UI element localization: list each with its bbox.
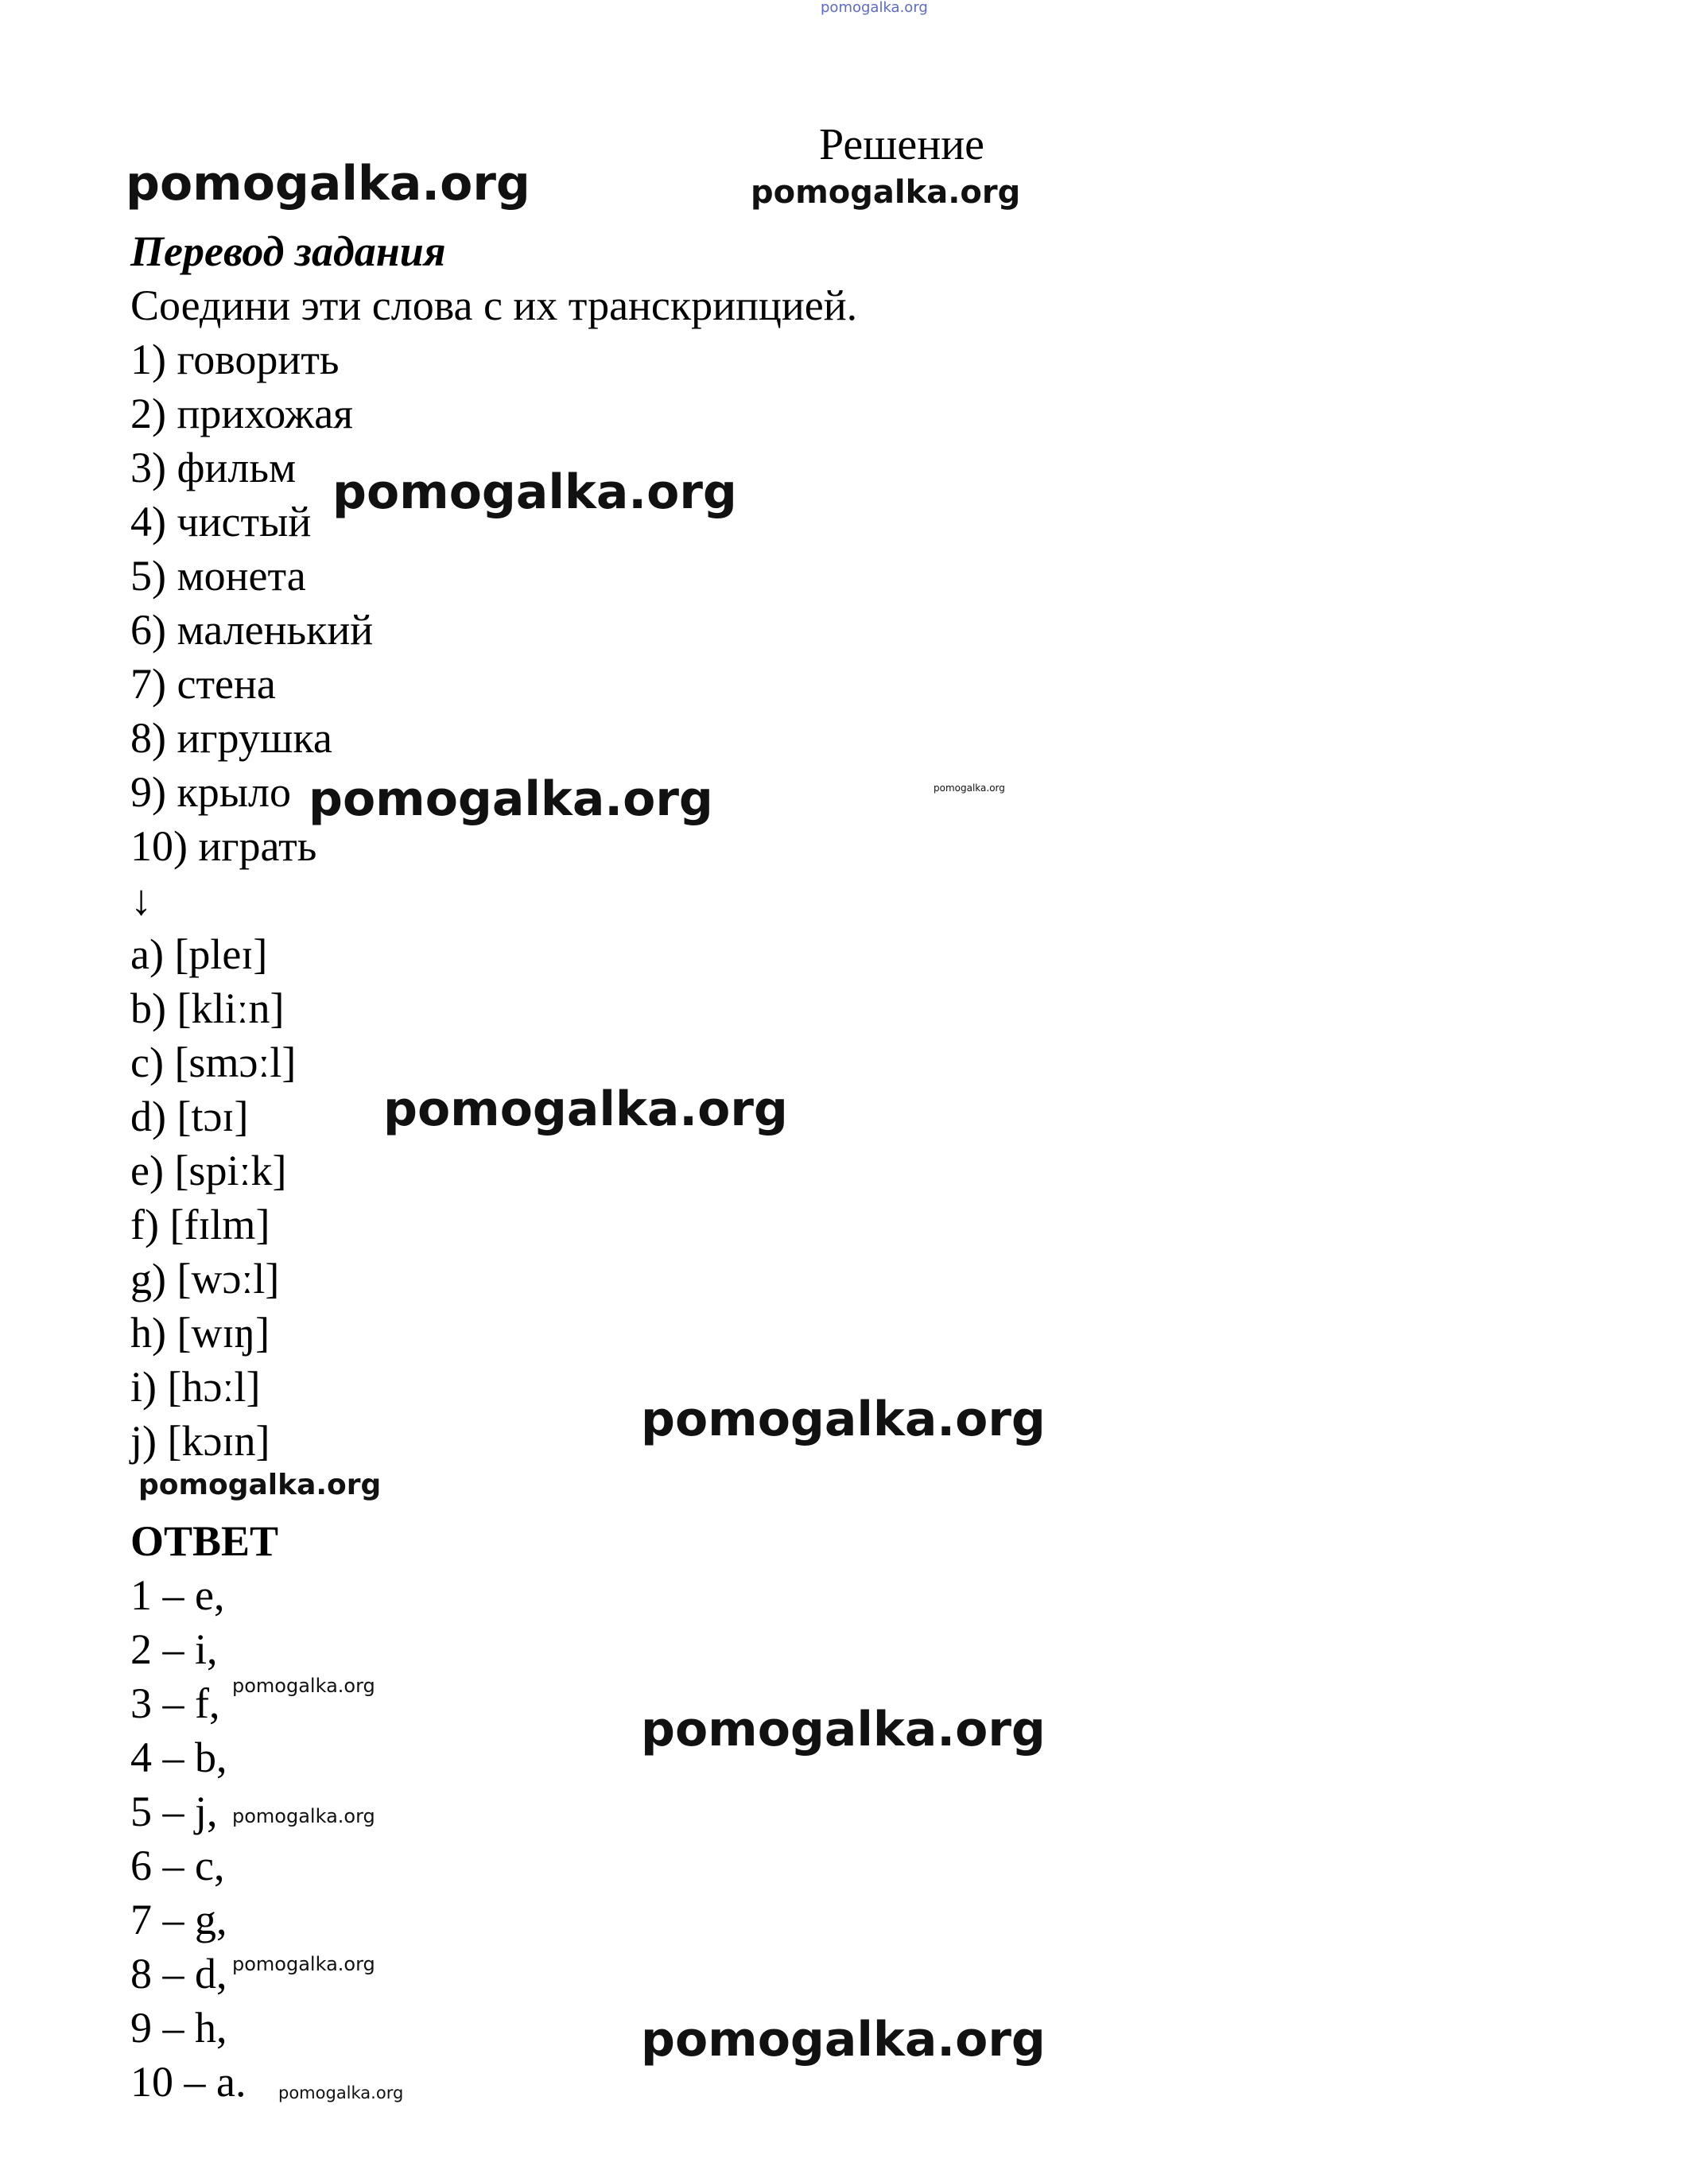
answer-heading: ОТВЕТ: [130, 1517, 279, 1565]
word-item: 10) играть: [130, 822, 317, 870]
answer-item: 2 – i,: [130, 1625, 218, 1673]
word-item: 9) крыло: [130, 768, 291, 816]
watermark: pomogalka.org: [641, 1702, 1046, 1757]
watermark: pomogalka.org: [934, 782, 1005, 794]
task-instruction: Соедини эти слова с их транскрипцией.: [130, 281, 858, 329]
answer-item: 10 – a.: [130, 2058, 246, 2106]
watermark: pomogalka.org: [751, 174, 1021, 211]
watermark: pomogalka.org: [232, 1805, 375, 1827]
word-item: 8) игрушка: [130, 714, 332, 762]
answer-item: 1 – e,: [130, 1571, 225, 1619]
watermark: pomogalka.org: [332, 464, 737, 520]
answer-item: 5 – j,: [130, 1788, 218, 1835]
answer-item: 7 – g,: [130, 1896, 227, 1943]
watermark: pomogalka.org: [641, 1392, 1046, 1447]
word-item: 4) чистый: [130, 498, 312, 546]
page-title: Решение: [819, 120, 985, 169]
transcription-item: c) [smɔːl]: [130, 1039, 297, 1086]
watermark: pomogalka.org: [641, 2012, 1046, 2067]
transcription-item: j) [kɔɪn]: [130, 1417, 270, 1465]
answer-item: 6 – c,: [130, 1842, 225, 1889]
transcription-item: e) [spiːk]: [130, 1147, 287, 1194]
answer-item: 9 – h,: [130, 2004, 227, 2052]
watermark: pomogalka.org: [138, 1469, 382, 1501]
word-item: 2) прихожая: [130, 390, 353, 437]
transcription-item: g) [wɔːl]: [130, 1255, 280, 1303]
watermark: pomogalka.org: [309, 771, 713, 827]
transcription-item: b) [kliːn]: [130, 984, 285, 1032]
transcription-item: f) [fɪlm]: [130, 1201, 270, 1248]
watermark: pomogalka.org: [278, 2083, 404, 2102]
word-item: 6) маленький: [130, 606, 374, 654]
down-arrow-icon: ↓: [130, 876, 152, 924]
watermark: pomogalka.org: [232, 1953, 375, 1975]
answer-item: 8 – d,: [130, 1950, 227, 1998]
word-item: 7) стена: [130, 660, 276, 708]
word-item: 3) фильм: [130, 444, 297, 491]
transcription-item: i) [hɔːl]: [130, 1363, 261, 1411]
watermark: pomogalka.org: [383, 1081, 788, 1137]
watermark: pomogalka.org: [232, 1675, 375, 1697]
watermark: pomogalka.org: [126, 156, 530, 212]
transcription-item: a) [pleɪ]: [130, 930, 268, 978]
top-watermark: pomogalka.org: [821, 0, 928, 16]
word-item: 5) монета: [130, 552, 306, 600]
transcription-item: h) [wɪŋ]: [130, 1309, 270, 1357]
answer-item: 4 – b,: [130, 1734, 227, 1781]
word-item: 1) говорить: [130, 336, 340, 383]
answer-item: 3 – f,: [130, 1679, 220, 1727]
task-heading: Перевод задания: [130, 227, 446, 275]
transcription-item: d) [tɔɪ]: [130, 1093, 249, 1140]
